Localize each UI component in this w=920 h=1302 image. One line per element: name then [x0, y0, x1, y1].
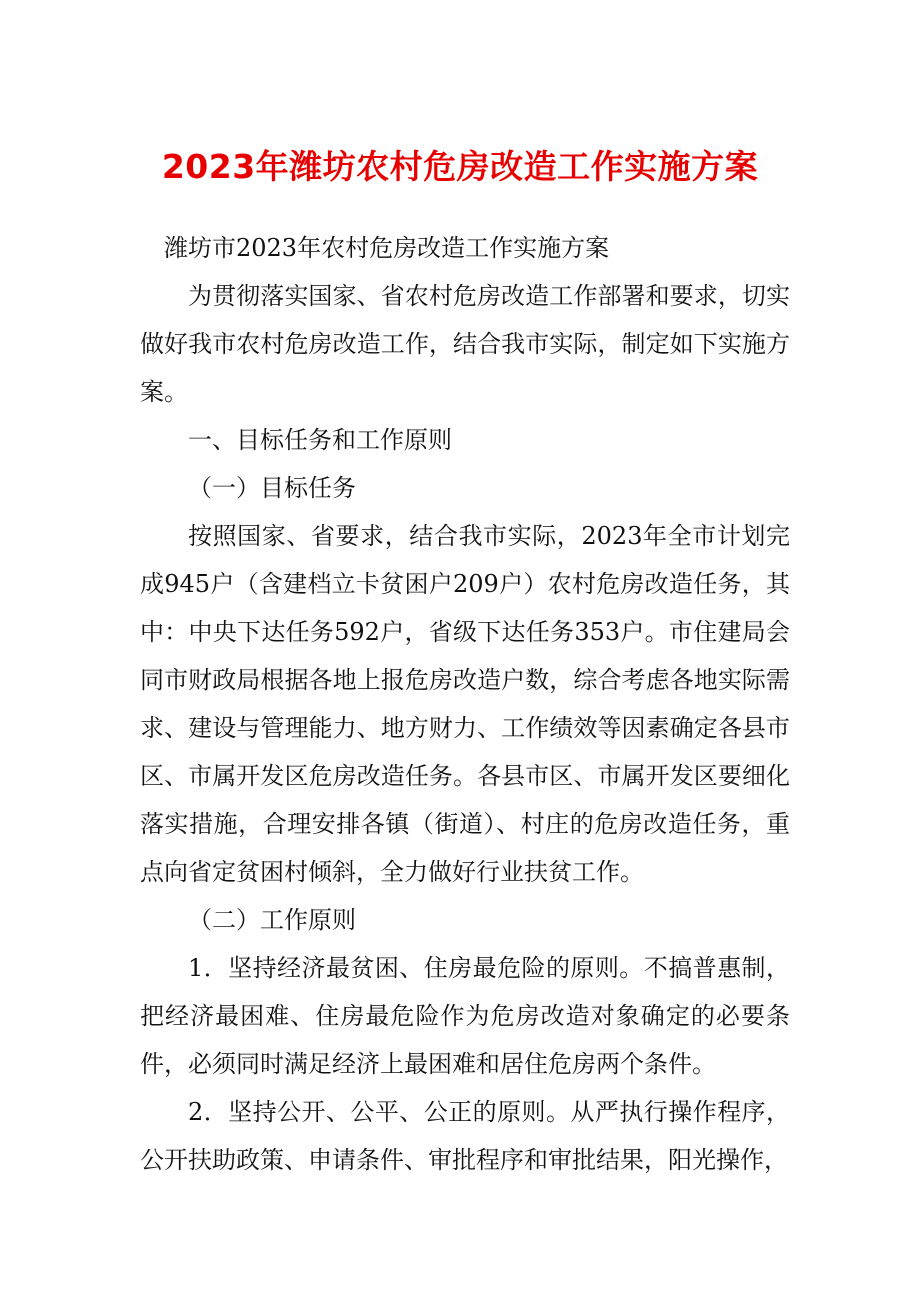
- subsection-heading-1: （一）目标任务: [188, 474, 356, 502]
- subsection-heading-2: （二）工作原则: [188, 906, 356, 934]
- document-subtitle: 潍坊市2023年农村危房改造工作实施方案: [164, 234, 610, 262]
- document-body: [140, 224, 790, 1184]
- paragraph-principle-2: 2．坚持公开、公平、公正的原则。从严执行操作程序，公开扶助政策、申请条件、审批程序和审批结果，阳光操作，: [140, 1098, 790, 1174]
- paragraph-targets: 按照国家、省要求，结合我市实际，2023年全市计划完成945户（含建档立卡贫困户209户）农村危房改造任务，其中：中央下达任务592户，省级下达任务353户。市住建局会同市财政局根据各地上报危房改造户数，综合考虑各地实际需求、建设与管理能力、地方财力、工作绩效等因素确定各县市区、市属开发区危房改造任务。各县市区、市属开发区要细化落实措施，合理安排各镇（街道）、村庄的危房改造任务，重点向省定贫困村倾斜，全力做好行业扶贫工作。: [140, 522, 790, 886]
- document-title: 2023年潍坊农村危房改造工作实施方案: [161, 147, 759, 186]
- paragraph-intro: 为贯彻落实国家、省农村危房改造工作部署和要求，切实做好我市农村危房改造工作，结合我市实际，制定如下实施方案。: [140, 282, 790, 406]
- section-heading-1: 一、目标任务和工作原则: [188, 426, 452, 454]
- paragraph-principle-1: 1．坚持经济最贫困、住房最危险的原则。不搞普惠制，把经济最困难、住房最危险作为危房改造对象确定的必要条件，必须同时满足经济上最困难和居住危房两个条件。: [140, 954, 790, 1078]
